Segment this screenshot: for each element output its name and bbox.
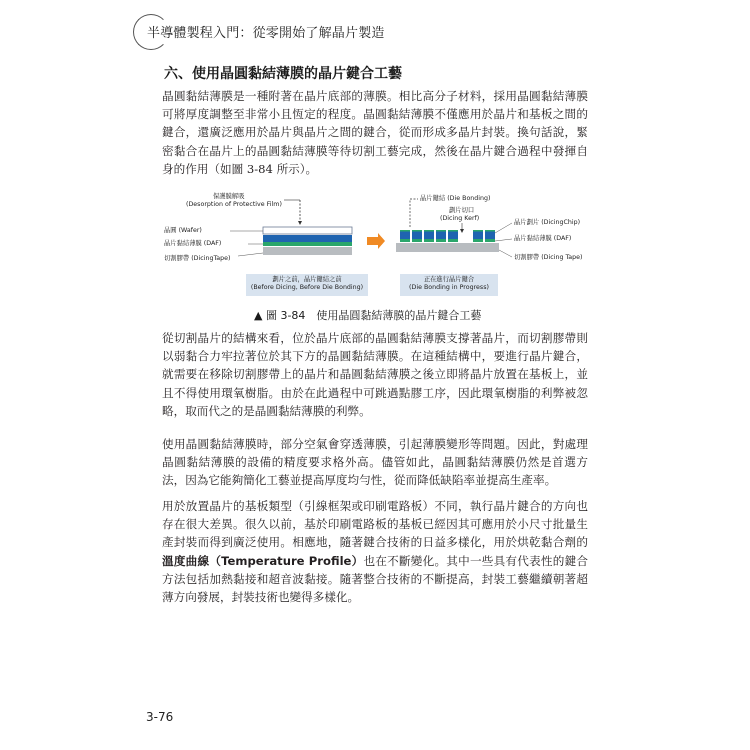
paragraph-4-part-2: 也在不斷變化。其中一些具有代表性的鍵合方法包括加熱黏接和超音波黏接。隨著整合技術的不斷提高，封裝工藝繼續朝著超薄方向發展，封裝技術也變得多樣化。 [162,553,588,605]
die-bonding-arrow [410,199,418,227]
label-die-bonding: 晶片鍵結 (Die Bonding) [420,195,491,202]
leader-tape-right [499,250,512,257]
label-kerf-zh: 劃片切口 [449,207,475,214]
figure-caption: ▲ 圖 3-84 使用晶圓黏結薄膜的晶片鍵合工藝 [254,309,482,322]
dicing-tape-left [263,247,352,255]
paragraph-4 [162,497,588,606]
temperature-profile-term: 溫度曲線（Temperature Profile） [162,553,364,568]
caption-box-before [246,274,368,296]
page-number: 3-76 [146,710,174,724]
dicing-tape-right [396,243,499,252]
caption-before-zh: 劃片之前，晶片鍵結之前 [272,276,342,283]
paragraph-1: 晶圓黏結薄膜是一種附著在晶片底部的薄膜。相比高分子材料，採用晶圓黏結薄膜可將厚度調整至非常小且恆定的程度。晶圓黏結薄膜不僅應用於晶片和基板之間的鍵合，還廣泛應用於晶片與晶片之間的鍵合，從而形成多晶片封裝。換句話說，緊密黏合在晶片上的晶圓黏結薄膜等待切割工藝完成，然後在晶片鍵合過程中發揮自身的作用（如圖 3-84 所示）。 [162,89,588,176]
label-wafer: 晶圓 (Wafer) [164,227,202,234]
label-tape-right: 切割膠帶 (Dicing Tape) [514,254,583,261]
caption-progress-en: (Die Bonding in Progress) [409,284,489,291]
label-dicing-chip: 晶片劃片 (DicingChip) [514,219,581,226]
running-header [133,14,433,50]
label-tape-left: 切割膠帶 (DicingTape) [164,255,231,262]
label-daf-left: 晶片黏結薄膜 (DAF) [164,240,222,247]
caption-box-in-progress [400,274,498,296]
paragraph-4-part-1: 用於放置晶片的基板類型（引線框架或印刷電路板）不同，執行晶片鍵合的方向也存在很大差異。很久以前，基於印刷電路板的基板已經因其可應用於小尺寸批量生產封裝而得到廣泛使用。相應地，隨著鍵合技術的日益多樣化，用於烘乾黏合劑的 [162,499,588,550]
section-title: 六、使用晶圓黏結薄膜的晶片鍵合工藝 [164,66,402,82]
paragraph-2: 從切割晶片的結構來看，位於晶片底部的晶圓黏結薄膜支撐著晶片，而切割膠帶則以弱黏合力牢拉著位於其下方的晶圓黏結薄膜。在這種結構中，要進行晶片鍵合，就需要在移除切割膠帶上的晶片和晶圓黏結薄膜之後立即將晶片放置在基板上，並且不得使用環氧樹脂。由於在此過程中可跳過點膠工序，因此環氧樹脂的利弊被忽略，取而代之的是晶圓黏結薄膜的利弊。 [162,331,588,418]
book-title: 半導體製程入門：從零開始了解晶片製造 [147,26,385,41]
leader-tape-left [238,253,263,256]
caption-progress-zh: 正在進行晶片鍵合 [423,276,475,283]
label-kerf-en: (Dicing Kerf) [440,215,480,222]
caption-before-en: (Before Dicing, Before Die Bonding) [250,284,364,291]
wafer-layer [263,235,352,242]
label-desorption-en: (Desorption of Protective Film) [186,201,282,208]
daf-layer-left [263,242,352,246]
label-daf-right: 晶片黏結薄膜 (DAF) [514,235,572,242]
leader-daf-right [495,239,512,241]
paragraph-3: 使用晶圓黏結薄膜時，部分空氣會穿透薄膜，引起薄膜變形等問題。因此，對處理晶圓黏結薄膜的設備的精度要求格外高。儘管如此，晶圓黏結薄膜仍然是首選方法，因為它能夠簡化工藝並提高厚度均勻性，從而降低缺陷率並提高生產率。 [162,437,588,488]
protective-film [263,227,352,234]
leader-dicing-chip [495,223,512,233]
label-desorption-zh: 保護膜解吸 [213,193,245,200]
figure-diagram [160,193,600,305]
figure-3-84 [160,193,600,305]
process-arrow [367,233,385,249]
